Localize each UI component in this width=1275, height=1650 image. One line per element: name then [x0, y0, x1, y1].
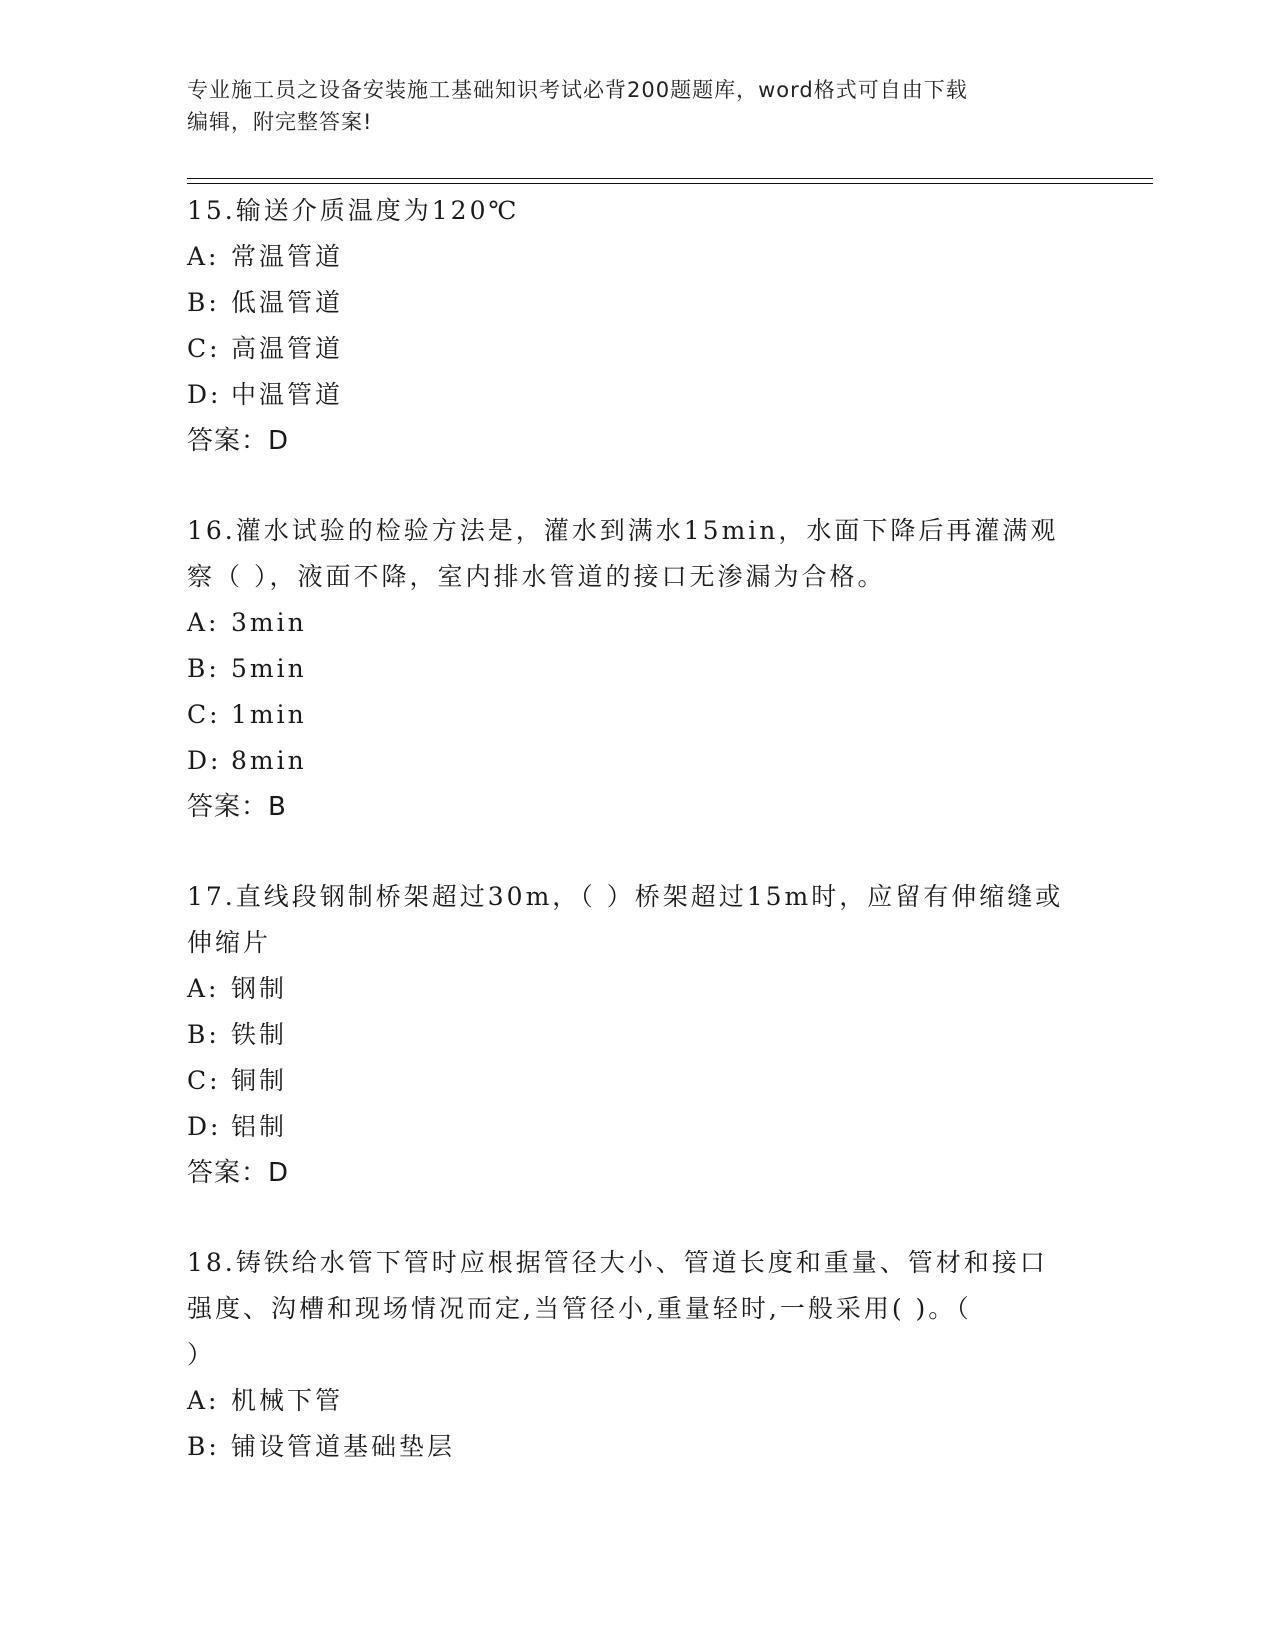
spacer	[187, 830, 1087, 874]
option-text: 8min	[231, 746, 307, 775]
question-stem: 17.直线段钢制桥架超过30m，（ ）桥架超过15m时，应留有伸缩缝或	[187, 882, 1064, 911]
option-label: D:	[187, 380, 222, 409]
spacer	[187, 1196, 1087, 1240]
option-text: 低温管道	[231, 288, 344, 317]
option-text: 钢制	[231, 974, 288, 1003]
option-label: C:	[187, 334, 221, 363]
option-label: A:	[187, 974, 220, 1003]
option-text: 高温管道	[231, 334, 344, 363]
option-label: A:	[187, 242, 220, 271]
spacer	[187, 464, 1087, 508]
option-label: C:	[187, 700, 221, 729]
question-stem: 18.铸铁给水管下管时应根据管径大小、管道长度和重量、管材和接口	[187, 1248, 1048, 1277]
option-label: A:	[187, 608, 220, 637]
answer-line: 答案：D	[187, 426, 290, 456]
option-d	[187, 372, 1087, 418]
option-label: B:	[187, 288, 220, 317]
option-label: C:	[187, 1066, 221, 1095]
question-stem-continued: 伸缩片	[187, 928, 272, 957]
header-title-line-2: 编辑，附完整答案!	[187, 110, 373, 134]
header-divider-top	[187, 178, 1153, 179]
option-a	[187, 1378, 1087, 1424]
question-15	[187, 188, 1087, 464]
question-stem-continued: ）	[187, 1340, 216, 1369]
option-text: 铝制	[231, 1112, 288, 1141]
option-text: 铜制	[231, 1066, 288, 1095]
option-c	[187, 692, 1087, 738]
option-a	[187, 234, 1087, 280]
option-b	[187, 646, 1087, 692]
option-text: 3min	[231, 608, 307, 637]
option-a	[187, 966, 1087, 1012]
option-label: D:	[187, 1112, 222, 1141]
answer-line: 答案：D	[187, 1158, 290, 1188]
question-stem: 16.灌水试验的检验方法是，灌水到满水15min，水面下降后再灌满观	[187, 516, 1059, 545]
option-text: 中温管道	[231, 380, 344, 409]
option-d	[187, 1104, 1087, 1150]
option-text: 铺设管道基础垫层	[231, 1432, 456, 1461]
option-text: 机械下管	[231, 1386, 344, 1415]
question-17	[187, 874, 1087, 1196]
answer-line: 答案：B	[187, 792, 287, 822]
option-c	[187, 1058, 1087, 1104]
question-stem: 15.输送介质温度为120℃	[187, 196, 520, 225]
header-divider-bottom	[187, 183, 1153, 184]
option-text: 常温管道	[231, 242, 344, 271]
question-list	[187, 188, 1087, 1470]
option-text: 铁制	[231, 1020, 288, 1049]
document-header	[187, 74, 1087, 138]
option-text: 5min	[231, 654, 307, 683]
option-label: B:	[187, 654, 220, 683]
header-title-line-1: 专业施工员之设备安装施工基础知识考试必背200题题库，word格式可自由下载	[187, 78, 968, 102]
option-b	[187, 1424, 1087, 1470]
option-text: 1min	[231, 700, 307, 729]
question-18	[187, 1240, 1087, 1470]
option-label: B:	[187, 1020, 220, 1049]
option-a	[187, 600, 1087, 646]
option-label: D:	[187, 746, 222, 775]
question-16	[187, 508, 1087, 830]
question-stem-continued: 察（ ），液面不降，室内排水管道的接口无渗漏为合格。	[187, 562, 886, 591]
option-b	[187, 1012, 1087, 1058]
option-c	[187, 326, 1087, 372]
option-label: A:	[187, 1386, 220, 1415]
option-b	[187, 280, 1087, 326]
option-label: B:	[187, 1432, 220, 1461]
option-d	[187, 738, 1087, 784]
question-stem-continued: 强度、沟槽和现场情况而定,当管径小,重量轻时,一般采用( )。（	[187, 1294, 972, 1323]
